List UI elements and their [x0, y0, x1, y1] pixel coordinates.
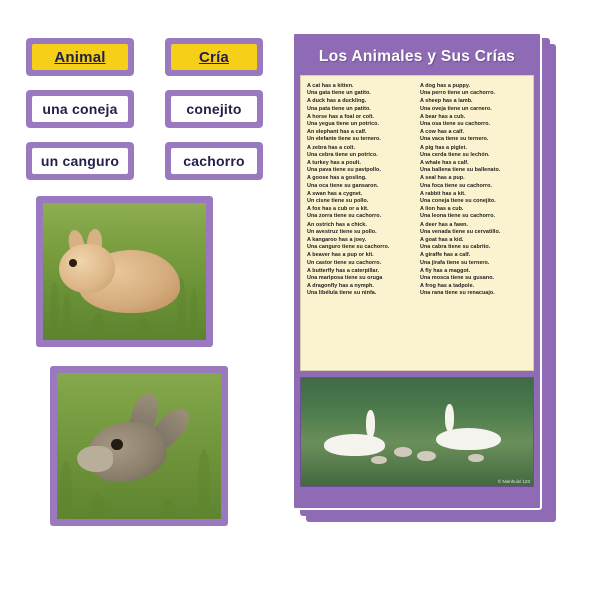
swan-body-shape	[324, 434, 384, 456]
poster-line-en: A beaver has a pup or kit.	[307, 252, 374, 259]
poster-columns	[307, 83, 527, 299]
poster-pair	[420, 83, 527, 97]
poster-line-es: Una foca tiene su cachorro.	[420, 182, 493, 189]
poster-line-en: A goat has a kid.	[420, 237, 464, 244]
poster-pair	[420, 114, 527, 128]
word-card-un-canguro[interactable]	[26, 142, 134, 180]
poster-pair	[420, 206, 527, 220]
poster-pair	[420, 222, 527, 236]
photo-credit: © Nienhuis/ 123	[497, 479, 530, 484]
word-card-conejito[interactable]	[165, 90, 263, 128]
poster-pair	[420, 175, 527, 189]
kangaroo-snout-shape	[77, 446, 113, 472]
word-card-conejito-label: conejito	[186, 101, 242, 117]
poster-line-es: Un elefante tiene su ternero.	[307, 136, 381, 143]
poster-pair	[307, 160, 414, 174]
poster-line-en: A pig has a piglet.	[420, 144, 467, 151]
poster-line-es: Una canguro tiene su cachorro.	[307, 244, 390, 251]
poster-line-en: A frog has a tadpole.	[420, 283, 475, 290]
word-card-un-canguro-label: un canguro	[40, 153, 120, 169]
poster-line-en: A dog has a puppy.	[420, 83, 471, 89]
poster-line-es: Una coneja tiene su conejito.	[420, 198, 496, 205]
kangaroo-photo-frame	[50, 366, 228, 526]
poster-line-en: A duck has a duckling.	[307, 98, 367, 105]
poster-pair	[307, 283, 414, 297]
word-card-una-coneja-label: una coneja	[42, 101, 118, 117]
kangaroo-eye-shape	[111, 439, 122, 451]
poster-title: Los Animales y Sus Crías	[318, 48, 516, 65]
swans-photo-water	[301, 378, 533, 486]
poster-pair	[420, 268, 527, 282]
word-card-una-coneja-inner	[32, 96, 128, 122]
poster-line-es: Una venada tiene su cervatillo.	[420, 228, 501, 235]
word-card-cachorro-inner	[171, 148, 257, 174]
poster-stack	[292, 32, 562, 524]
swans-photo	[300, 377, 534, 487]
poster-line-es: Un cisne tiene su pollo.	[307, 198, 369, 205]
poster-line-es: Una leona tiene su cachorro.	[420, 213, 496, 220]
poster-pair	[420, 237, 527, 251]
poster-pair	[307, 252, 414, 266]
poster-line-es: Una yegua tiene un potrico.	[307, 121, 380, 128]
poster-front[interactable]	[292, 32, 542, 510]
poster-line-es: Una oca tiene su gansaron.	[307, 182, 379, 189]
poster-pair	[307, 222, 414, 236]
kangaroo-photo-scene	[57, 373, 221, 519]
poster-pair	[307, 114, 414, 128]
word-card-conejito-inner	[171, 96, 257, 122]
word-card-cachorro-label: cachorro	[183, 153, 245, 169]
header-card-cria-inner	[171, 44, 257, 70]
poster-line-en: A cat has a kitten.	[307, 83, 354, 89]
poster-pair	[307, 175, 414, 189]
poster-pair	[420, 191, 527, 205]
poster-line-en: A zebra has a colt.	[307, 144, 356, 151]
cygnet-shape	[394, 447, 413, 457]
header-card-animal-label: Animal	[54, 48, 106, 66]
poster-pair	[420, 98, 527, 112]
poster-line-en: A deer has a fawn.	[420, 221, 469, 228]
rabbit-photo	[43, 203, 206, 340]
poster-line-en: A kangaroo has a joey.	[307, 237, 367, 244]
poster-line-es: Una perro tiene un cachorro.	[420, 90, 496, 97]
rabbit-photo-frame	[36, 196, 213, 347]
poster-line-en: A butterfly has a caterpillar.	[307, 267, 380, 274]
poster-line-en: A fox has a cub or a kit.	[307, 206, 369, 213]
poster-line-en: A lion has a cub.	[420, 206, 464, 213]
poster-line-es: Una zorra tiene su cachorro.	[307, 213, 382, 220]
poster-line-es: Una cerda tiene su lechón.	[420, 151, 490, 158]
poster-pair	[307, 83, 414, 97]
swan-neck-shape	[445, 404, 454, 432]
header-card-cria-label: Cría	[199, 48, 229, 66]
word-card-cachorro[interactable]	[165, 142, 263, 180]
cygnet-shape	[417, 451, 436, 461]
poster-line-en: A horse has a foal or colt.	[307, 113, 375, 120]
poster-line-es: Una vaca tiene su ternero.	[420, 136, 489, 143]
poster-pair	[307, 237, 414, 251]
poster-column-left	[307, 83, 414, 299]
poster-line-en: A fly has a maggot.	[420, 267, 471, 274]
poster-line-en: An elephant has a calf.	[307, 129, 367, 136]
poster-line-es: Una gata tiene un gatito.	[307, 90, 371, 97]
poster-line-en: A seal has a pup.	[420, 175, 465, 182]
poster-pair	[307, 191, 414, 205]
poster-pair	[420, 129, 527, 143]
poster-line-en: A swan has a cygnet.	[307, 190, 363, 197]
poster-line-es: Una mosca tiene su gusano.	[420, 275, 495, 282]
poster-line-en: A dragonfly has a nymph.	[307, 283, 374, 290]
poster-pair	[307, 129, 414, 143]
poster-line-es: Una osa tiene su cachorro.	[420, 121, 491, 128]
poster-line-es: Una pava tiene su pavipollo.	[307, 167, 381, 174]
word-card-una-coneja[interactable]	[26, 90, 134, 128]
poster-line-es: Una cabra tiene su cabrito.	[420, 244, 491, 251]
word-card-un-canguro-inner	[32, 148, 128, 174]
poster-line-es: Un castor tiene su cachorro.	[307, 259, 382, 266]
poster-line-en: A rabbit has a kit.	[420, 190, 466, 197]
header-card-cria[interactable]	[165, 38, 263, 76]
poster-line-en: A goose has a gosling.	[307, 175, 367, 182]
poster-pair	[307, 145, 414, 159]
left-column	[0, 0, 285, 600]
header-card-animal-inner	[32, 44, 128, 70]
poster-pair	[420, 145, 527, 159]
poster-pair	[307, 206, 414, 220]
poster-line-en: A whale has a calf.	[420, 160, 469, 167]
poster-line-es: Una jirafa tiene su ternero.	[420, 259, 490, 266]
poster-line-en: An ostrich has a chick.	[307, 221, 367, 228]
rabbit-photo-scene	[43, 203, 206, 340]
poster-line-en: A sheep has a lamb.	[420, 98, 473, 105]
kangaroo-photo	[57, 373, 221, 519]
poster-line-en: A cow has a calf.	[420, 129, 465, 136]
poster-line-es: Una libélula tiene su ninfa.	[307, 290, 377, 297]
swan-body-shape	[436, 428, 501, 451]
poster-pair	[420, 252, 527, 266]
poster-text-body	[300, 75, 534, 371]
poster-line-es: Una ballena tiene su ballenato.	[420, 167, 501, 174]
poster-line-en: A turkey has a poult.	[307, 160, 361, 167]
poster-line-es: Un avestruz tiene su pollo.	[307, 228, 377, 235]
poster-line-es: Una oveja tiene un carnero.	[420, 105, 492, 112]
poster-line-es: Una rana tiene su renacuajo.	[420, 290, 495, 297]
poster-line-es: Una mariposa tiene su oruga	[307, 275, 383, 282]
poster-column-right	[420, 83, 527, 299]
rabbit-head-shape	[59, 244, 114, 293]
header-card-animal[interactable]	[26, 38, 134, 76]
poster-line-es: Una pata tiene un patito.	[307, 105, 371, 112]
poster-pair	[420, 160, 527, 174]
poster-line-en: A bear has a cub.	[420, 113, 466, 120]
poster-line-es: Una cebra tiene un potrico.	[307, 151, 378, 158]
poster-pair	[307, 98, 414, 112]
poster-pair	[307, 268, 414, 282]
poster-line-en: A giraffe has a calf.	[420, 252, 471, 259]
poster-pair	[420, 283, 527, 297]
